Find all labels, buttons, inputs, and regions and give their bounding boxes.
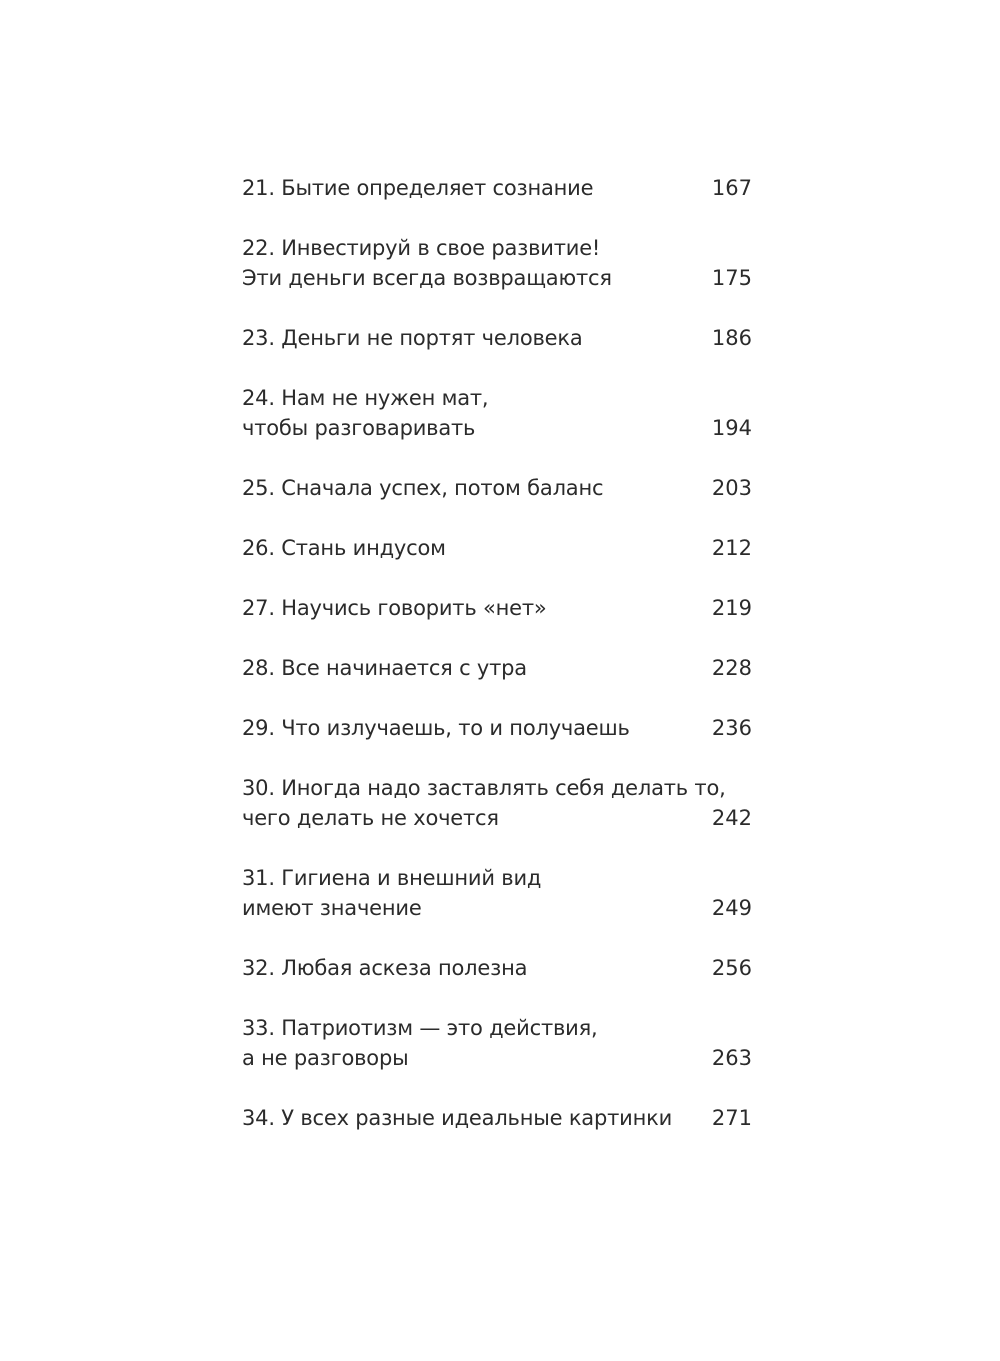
toc-entry-title: 31. Гигиена и внешний вид <box>242 866 542 890</box>
toc-page-number: 242 <box>711 806 752 830</box>
toc-entry-25 <box>242 473 752 503</box>
toc-entry-27 <box>242 593 752 623</box>
toc-entry-title: 23. Деньги не портят человека <box>242 326 583 350</box>
toc-entry-title: 26. Стань индусом <box>242 536 446 560</box>
toc-entry-title: 22. Инвестируй в свое развитие! <box>242 236 601 260</box>
toc-entry-title: 27. Научись говорить «нет» <box>242 596 547 620</box>
toc-entry-28 <box>242 653 752 683</box>
toc-entry-title-continued: Эти деньги всегда возвращаются <box>242 266 612 290</box>
toc-entry-21 <box>242 173 752 203</box>
toc-page-number: 256 <box>711 956 752 980</box>
toc-entry-title: 30. Иногда надо заставлять себя делать то, <box>242 776 726 800</box>
toc-page-number: 228 <box>711 656 752 680</box>
toc-entry-33 <box>242 1013 752 1073</box>
toc-page-number: 263 <box>711 1046 752 1070</box>
toc-page-number: 212 <box>711 536 752 560</box>
toc-entry-title: 33. Патриотизм — это действия, <box>242 1016 598 1040</box>
toc-entry-title-continued: а не разговоры <box>242 1046 409 1070</box>
toc-page-number: 236 <box>711 716 752 740</box>
toc-page-number: 249 <box>711 896 752 920</box>
toc-entry-title: 21. Бытие определяет сознание <box>242 176 594 200</box>
toc-page-number: 271 <box>711 1106 752 1130</box>
table-of-contents <box>242 173 752 1163</box>
toc-entry-title: 29. Что излучаешь, то и получаешь <box>242 716 630 740</box>
toc-page-number: 203 <box>711 476 752 500</box>
toc-page-number: 186 <box>711 326 752 350</box>
toc-entry-23 <box>242 323 752 353</box>
toc-page-number: 175 <box>711 266 752 290</box>
toc-entry-31 <box>242 863 752 923</box>
toc-page-number: 194 <box>711 416 752 440</box>
toc-entry-26 <box>242 533 752 563</box>
toc-entry-34 <box>242 1103 752 1133</box>
toc-entry-title: 32. Любая аскеза полезна <box>242 956 528 980</box>
toc-entry-24 <box>242 383 752 443</box>
toc-entry-title-continued: чтобы разговаривать <box>242 416 476 440</box>
toc-entry-29 <box>242 713 752 743</box>
toc-entry-22 <box>242 233 752 293</box>
toc-page-number: 219 <box>711 596 752 620</box>
toc-entry-32 <box>242 953 752 983</box>
toc-entry-title: 28. Все начинается с утра <box>242 656 527 680</box>
toc-entry-30 <box>242 773 752 833</box>
toc-entry-title: 25. Сначала успех, потом баланс <box>242 476 604 500</box>
toc-entry-title-continued: чего делать не хочется <box>242 806 499 830</box>
toc-entry-title: 24. Нам не нужен мат, <box>242 386 489 410</box>
toc-entry-title: 34. У всех разные идеальные картинки <box>242 1106 673 1130</box>
toc-page-number: 167 <box>711 176 752 200</box>
toc-entry-title-continued: имеют значение <box>242 896 422 920</box>
